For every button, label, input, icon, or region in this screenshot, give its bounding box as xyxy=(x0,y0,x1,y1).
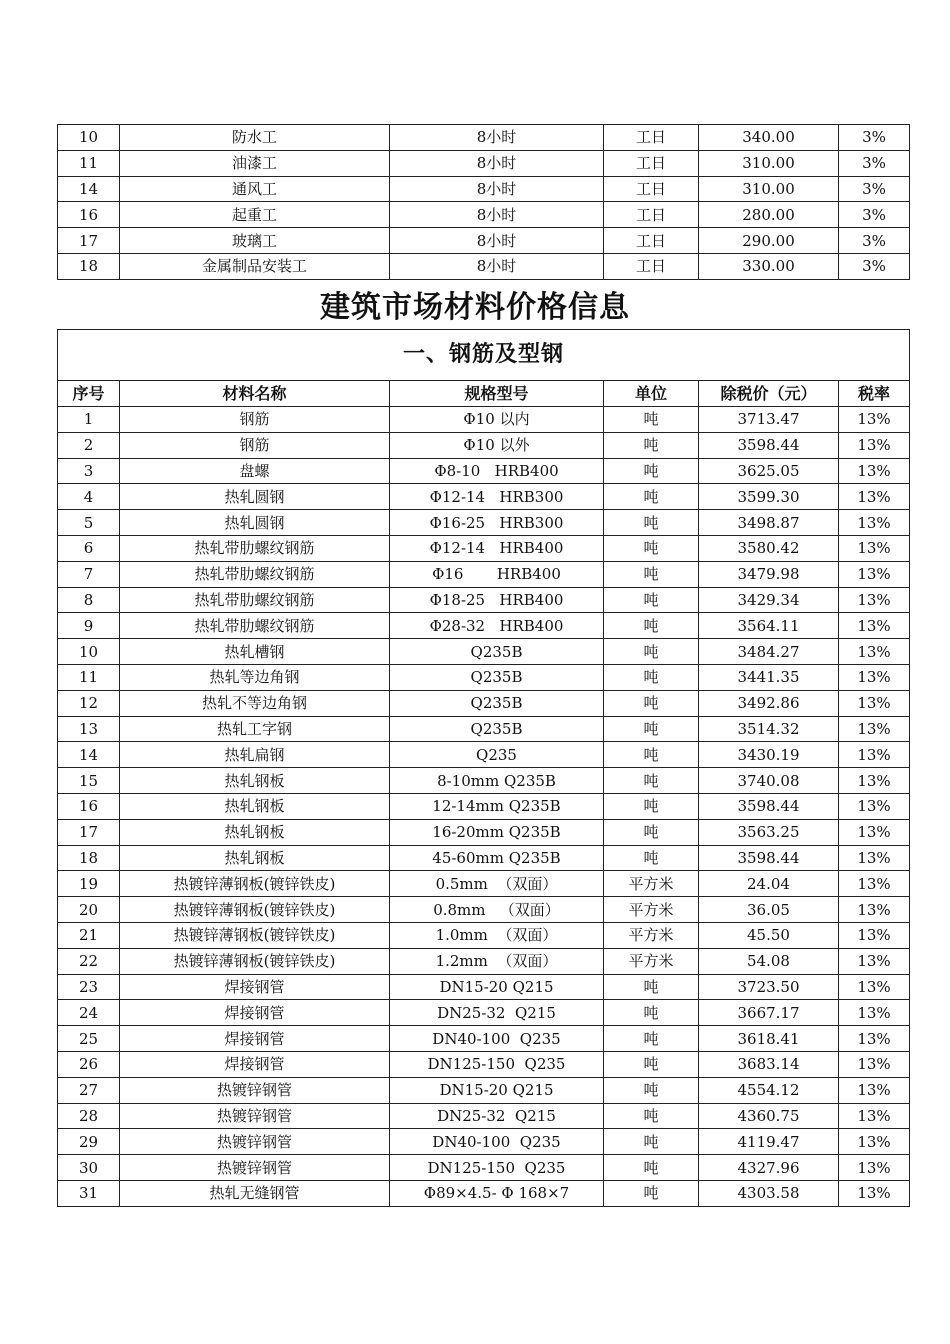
cell-tax-rate: 3% xyxy=(839,253,910,279)
cell-price: 3479.98 xyxy=(699,561,839,587)
cell-material-name: 通风工 xyxy=(120,176,390,202)
header-material-name: 材料名称 xyxy=(120,381,390,407)
cell-material-name: 热镀锌薄钢板(镀锌铁皮) xyxy=(120,922,390,948)
cell-unit: 吨 xyxy=(604,742,699,768)
cell-unit: 吨 xyxy=(604,407,699,433)
cell-price: 3484.27 xyxy=(699,639,839,665)
cell-spec: DN40-100 Q235 xyxy=(390,1026,604,1052)
cell-material-name: 热镀锌薄钢板(镀锌铁皮) xyxy=(120,948,390,974)
cell-spec: Φ16-25 HRB300 xyxy=(390,510,604,536)
cell-material-name: 热轧带肋螺纹钢筋 xyxy=(120,587,390,613)
cell-spec: Φ12-14 HRB400 xyxy=(390,535,604,561)
cell-no: 18 xyxy=(58,845,120,871)
cell-tax-rate: 13% xyxy=(839,561,910,587)
table-row xyxy=(58,150,910,176)
cell-tax-rate: 13% xyxy=(839,974,910,1000)
cell-unit: 吨 xyxy=(604,716,699,742)
cell-tax-rate: 13% xyxy=(839,1155,910,1181)
cell-material-name: 热轧不等边角钢 xyxy=(120,690,390,716)
cell-no: 4 xyxy=(58,484,120,510)
cell-material-name: 热镀锌钢管 xyxy=(120,1155,390,1181)
section-title-row xyxy=(58,330,910,381)
cell-material-name: 热轧扁钢 xyxy=(120,742,390,768)
table-row xyxy=(58,1155,910,1181)
cell-spec: DN25-32 Q215 xyxy=(390,1000,604,1026)
cell-spec: 16-20mm Q235B xyxy=(390,819,604,845)
cell-price: 3563.25 xyxy=(699,819,839,845)
cell-material-name: 热轧钢板 xyxy=(120,793,390,819)
cell-no: 11 xyxy=(58,150,120,176)
cell-material-name: 热轧钢板 xyxy=(120,845,390,871)
cell-tax-rate: 3% xyxy=(839,176,910,202)
cell-no: 10 xyxy=(58,125,120,151)
cell-spec: Φ10 以内 xyxy=(390,407,604,433)
cell-spec: Q235B xyxy=(390,664,604,690)
cell-spec: 0.8mm （双面） xyxy=(390,897,604,923)
cell-price: 280.00 xyxy=(699,202,839,228)
cell-material-name: 热镀锌钢管 xyxy=(120,1077,390,1103)
table-row xyxy=(58,716,910,742)
cell-unit: 吨 xyxy=(604,819,699,845)
cell-spec: 8小时 xyxy=(390,228,604,254)
cell-unit: 吨 xyxy=(604,535,699,561)
cell-tax-rate: 13% xyxy=(839,1129,910,1155)
cell-no: 16 xyxy=(58,793,120,819)
cell-material-name: 焊接钢管 xyxy=(120,1051,390,1077)
header-unit: 单位 xyxy=(604,381,699,407)
cell-tax-rate: 13% xyxy=(839,664,910,690)
cell-material-name: 起重工 xyxy=(120,202,390,228)
cell-spec: Φ18-25 HRB400 xyxy=(390,587,604,613)
table-row xyxy=(58,871,910,897)
cell-no: 14 xyxy=(58,742,120,768)
header-price: 除税价（元） xyxy=(699,381,839,407)
cell-tax-rate: 13% xyxy=(839,458,910,484)
cell-no: 26 xyxy=(58,1051,120,1077)
cell-unit: 吨 xyxy=(604,768,699,794)
cell-price: 3598.44 xyxy=(699,845,839,871)
cell-tax-rate: 13% xyxy=(839,407,910,433)
header-row xyxy=(58,381,910,407)
table-row xyxy=(58,845,910,871)
cell-spec: 8小时 xyxy=(390,202,604,228)
cell-spec: Q235B xyxy=(390,639,604,665)
cell-spec: DN25-32 Q215 xyxy=(390,1103,604,1129)
cell-price: 3441.35 xyxy=(699,664,839,690)
cell-spec: 12-14mm Q235B xyxy=(390,793,604,819)
cell-unit: 吨 xyxy=(604,1103,699,1129)
cell-no: 5 xyxy=(58,510,120,536)
cell-spec: DN15-20 Q215 xyxy=(390,1077,604,1103)
cell-spec: 0.5mm （双面） xyxy=(390,871,604,897)
cell-tax-rate: 13% xyxy=(839,1000,910,1026)
cell-no: 10 xyxy=(58,639,120,665)
cell-spec: Q235 xyxy=(390,742,604,768)
cell-price: 3713.47 xyxy=(699,407,839,433)
cell-tax-rate: 13% xyxy=(839,587,910,613)
cell-spec: Φ28-32 HRB400 xyxy=(390,613,604,639)
cell-material-name: 热轧无缝钢管 xyxy=(120,1180,390,1206)
cell-unit: 吨 xyxy=(604,1155,699,1181)
cell-tax-rate: 13% xyxy=(839,742,910,768)
cell-price: 3429.34 xyxy=(699,587,839,613)
cell-tax-rate: 13% xyxy=(839,1026,910,1052)
cell-unit: 吨 xyxy=(604,793,699,819)
cell-unit: 工日 xyxy=(604,125,699,151)
cell-no: 20 xyxy=(58,897,120,923)
cell-price: 3599.30 xyxy=(699,484,839,510)
cell-spec: Φ89×4.5- Φ 168×7 xyxy=(390,1180,604,1206)
cell-no: 11 xyxy=(58,664,120,690)
cell-no: 17 xyxy=(58,819,120,845)
cell-unit: 工日 xyxy=(604,202,699,228)
cell-material-name: 油漆工 xyxy=(120,150,390,176)
cell-unit: 工日 xyxy=(604,253,699,279)
cell-price: 3740.08 xyxy=(699,768,839,794)
cell-spec: Q235B xyxy=(390,716,604,742)
table-row xyxy=(58,176,910,202)
cell-tax-rate: 13% xyxy=(839,613,910,639)
cell-unit: 吨 xyxy=(604,974,699,1000)
cell-price: 36.05 xyxy=(699,897,839,923)
cell-price: 3580.42 xyxy=(699,535,839,561)
cell-material-name: 热轧工字钢 xyxy=(120,716,390,742)
header-no: 序号 xyxy=(58,381,120,407)
cell-material-name: 热镀锌钢管 xyxy=(120,1103,390,1129)
steel-table-body xyxy=(58,407,910,1207)
cell-tax-rate: 3% xyxy=(839,202,910,228)
cell-no: 28 xyxy=(58,1103,120,1129)
table-row xyxy=(58,587,910,613)
cell-price: 4327.96 xyxy=(699,1155,839,1181)
cell-material-name: 热轧圆钢 xyxy=(120,510,390,536)
steel-price-table xyxy=(57,329,910,1207)
cell-spec: DN15-20 Q215 xyxy=(390,974,604,1000)
cell-material-name: 钢筋 xyxy=(120,432,390,458)
section-title: 一、钢筋及型钢 xyxy=(58,330,910,381)
cell-price: 3625.05 xyxy=(699,458,839,484)
cell-tax-rate: 13% xyxy=(839,845,910,871)
cell-price: 3498.87 xyxy=(699,510,839,536)
cell-spec: 8小时 xyxy=(390,125,604,151)
cell-price: 3618.41 xyxy=(699,1026,839,1052)
cell-unit: 平方米 xyxy=(604,922,699,948)
cell-no: 25 xyxy=(58,1026,120,1052)
cell-price: 3667.17 xyxy=(699,1000,839,1026)
cell-material-name: 热镀锌薄钢板(镀锌铁皮) xyxy=(120,897,390,923)
cell-unit: 工日 xyxy=(604,150,699,176)
cell-unit: 吨 xyxy=(604,458,699,484)
table-row xyxy=(58,768,910,794)
cell-tax-rate: 13% xyxy=(839,897,910,923)
cell-no: 16 xyxy=(58,202,120,228)
table-row xyxy=(58,639,910,665)
cell-material-name: 热轧带肋螺纹钢筋 xyxy=(120,613,390,639)
cell-unit: 吨 xyxy=(604,561,699,587)
cell-unit: 吨 xyxy=(604,639,699,665)
labor-table-body xyxy=(58,125,910,280)
table-row xyxy=(58,484,910,510)
cell-price: 3683.14 xyxy=(699,1051,839,1077)
cell-tax-rate: 13% xyxy=(839,948,910,974)
cell-tax-rate: 13% xyxy=(839,819,910,845)
cell-tax-rate: 13% xyxy=(839,1103,910,1129)
table-row xyxy=(58,974,910,1000)
cell-tax-rate: 13% xyxy=(839,793,910,819)
cell-price: 4303.58 xyxy=(699,1180,839,1206)
cell-price: 3514.32 xyxy=(699,716,839,742)
cell-price: 45.50 xyxy=(699,922,839,948)
table-row xyxy=(58,535,910,561)
cell-no: 8 xyxy=(58,587,120,613)
table-row xyxy=(58,228,910,254)
cell-spec: DN125-150 Q235 xyxy=(390,1155,604,1181)
cell-unit: 吨 xyxy=(604,510,699,536)
labor-price-table xyxy=(57,124,910,280)
cell-spec: Φ8-10 HRB400 xyxy=(390,458,604,484)
cell-material-name: 热镀锌钢管 xyxy=(120,1129,390,1155)
cell-spec: Φ10 以外 xyxy=(390,432,604,458)
cell-price: 54.08 xyxy=(699,948,839,974)
cell-spec: 8小时 xyxy=(390,253,604,279)
table-row xyxy=(58,664,910,690)
cell-tax-rate: 13% xyxy=(839,768,910,794)
table-row xyxy=(58,1077,910,1103)
cell-tax-rate: 13% xyxy=(839,535,910,561)
cell-material-name: 热镀锌薄钢板(镀锌铁皮) xyxy=(120,871,390,897)
cell-unit: 吨 xyxy=(604,432,699,458)
cell-spec: Φ12-14 HRB300 xyxy=(390,484,604,510)
cell-unit: 平方米 xyxy=(604,948,699,974)
table-row xyxy=(58,510,910,536)
cell-material-name: 焊接钢管 xyxy=(120,1026,390,1052)
cell-material-name: 热轧圆钢 xyxy=(120,484,390,510)
table-row xyxy=(58,561,910,587)
cell-no: 12 xyxy=(58,690,120,716)
cell-material-name: 钢筋 xyxy=(120,407,390,433)
table-row xyxy=(58,922,910,948)
cell-price: 3598.44 xyxy=(699,432,839,458)
cell-tax-rate: 3% xyxy=(839,228,910,254)
cell-price: 330.00 xyxy=(699,253,839,279)
cell-unit: 吨 xyxy=(604,1077,699,1103)
cell-price: 3430.19 xyxy=(699,742,839,768)
cell-unit: 工日 xyxy=(604,176,699,202)
cell-no: 14 xyxy=(58,176,120,202)
cell-material-name: 盘螺 xyxy=(120,458,390,484)
table-row xyxy=(58,948,910,974)
cell-no: 21 xyxy=(58,922,120,948)
cell-price: 3598.44 xyxy=(699,793,839,819)
cell-no: 6 xyxy=(58,535,120,561)
cell-price: 3723.50 xyxy=(699,974,839,1000)
table-row xyxy=(58,458,910,484)
cell-unit: 吨 xyxy=(604,1051,699,1077)
table-row xyxy=(58,1000,910,1026)
cell-no: 18 xyxy=(58,253,120,279)
cell-material-name: 热轧等边角钢 xyxy=(120,664,390,690)
cell-tax-rate: 13% xyxy=(839,432,910,458)
cell-no: 27 xyxy=(58,1077,120,1103)
cell-unit: 吨 xyxy=(604,690,699,716)
cell-no: 19 xyxy=(58,871,120,897)
cell-unit: 吨 xyxy=(604,1026,699,1052)
cell-material-name: 防水工 xyxy=(120,125,390,151)
table-row xyxy=(58,613,910,639)
cell-no: 30 xyxy=(58,1155,120,1181)
cell-unit: 平方米 xyxy=(604,897,699,923)
cell-no: 13 xyxy=(58,716,120,742)
cell-material-name: 热轧带肋螺纹钢筋 xyxy=(120,561,390,587)
cell-spec: 8小时 xyxy=(390,176,604,202)
cell-spec: 1.2mm （双面） xyxy=(390,948,604,974)
cell-no: 1 xyxy=(58,407,120,433)
cell-tax-rate: 13% xyxy=(839,510,910,536)
table-row xyxy=(58,202,910,228)
cell-tax-rate: 13% xyxy=(839,716,910,742)
cell-spec: Q235B xyxy=(390,690,604,716)
cell-unit: 工日 xyxy=(604,228,699,254)
cell-spec: Φ16 HRB400 xyxy=(390,561,604,587)
cell-tax-rate: 13% xyxy=(839,871,910,897)
cell-material-name: 玻璃工 xyxy=(120,228,390,254)
cell-unit: 吨 xyxy=(604,587,699,613)
cell-no: 2 xyxy=(58,432,120,458)
cell-material-name: 焊接钢管 xyxy=(120,1000,390,1026)
cell-tax-rate: 3% xyxy=(839,125,910,151)
table-row xyxy=(58,125,910,151)
table-row xyxy=(58,253,910,279)
table-row xyxy=(58,819,910,845)
cell-price: 310.00 xyxy=(699,150,839,176)
cell-tax-rate: 13% xyxy=(839,1051,910,1077)
cell-no: 23 xyxy=(58,974,120,1000)
cell-unit: 吨 xyxy=(604,613,699,639)
cell-price: 4119.47 xyxy=(699,1129,839,1155)
cell-spec: 8-10mm Q235B xyxy=(390,768,604,794)
cell-price: 340.00 xyxy=(699,125,839,151)
cell-price: 4554.12 xyxy=(699,1077,839,1103)
cell-material-name: 金属制品安装工 xyxy=(120,253,390,279)
cell-spec: 1.0mm （双面） xyxy=(390,922,604,948)
cell-spec: DN125-150 Q235 xyxy=(390,1051,604,1077)
table-row xyxy=(58,407,910,433)
table-row xyxy=(58,1051,910,1077)
cell-spec: DN40-100 Q235 xyxy=(390,1129,604,1155)
cell-price: 290.00 xyxy=(699,228,839,254)
cell-spec: 45-60mm Q235B xyxy=(390,845,604,871)
table-row xyxy=(58,432,910,458)
header-tax-rate: 税率 xyxy=(839,381,910,407)
cell-material-name: 焊接钢管 xyxy=(120,974,390,1000)
cell-material-name: 热轧钢板 xyxy=(120,768,390,794)
cell-unit: 吨 xyxy=(604,1000,699,1026)
cell-no: 22 xyxy=(58,948,120,974)
cell-no: 15 xyxy=(58,768,120,794)
cell-material-name: 热轧带肋螺纹钢筋 xyxy=(120,535,390,561)
page-title: 建筑市场材料价格信息 xyxy=(320,290,630,325)
header-spec: 规格型号 xyxy=(390,381,604,407)
cell-no: 29 xyxy=(58,1129,120,1155)
cell-no: 24 xyxy=(58,1000,120,1026)
cell-material-name: 热轧槽钢 xyxy=(120,639,390,665)
table-row xyxy=(58,897,910,923)
cell-price: 310.00 xyxy=(699,176,839,202)
cell-no: 3 xyxy=(58,458,120,484)
cell-tax-rate: 13% xyxy=(839,922,910,948)
cell-tax-rate: 13% xyxy=(839,639,910,665)
cell-unit: 吨 xyxy=(604,845,699,871)
cell-price: 24.04 xyxy=(699,871,839,897)
cell-price: 3492.86 xyxy=(699,690,839,716)
cell-unit: 吨 xyxy=(604,1180,699,1206)
table-row xyxy=(58,1180,910,1206)
cell-spec: 8小时 xyxy=(390,150,604,176)
cell-unit: 吨 xyxy=(604,1129,699,1155)
cell-unit: 平方米 xyxy=(604,871,699,897)
cell-no: 7 xyxy=(58,561,120,587)
cell-price: 4360.75 xyxy=(699,1103,839,1129)
table-row xyxy=(58,1129,910,1155)
cell-unit: 吨 xyxy=(604,664,699,690)
cell-tax-rate: 13% xyxy=(839,484,910,510)
cell-no: 17 xyxy=(58,228,120,254)
table-row xyxy=(58,1103,910,1129)
cell-material-name: 热轧钢板 xyxy=(120,819,390,845)
cell-no: 31 xyxy=(58,1180,120,1206)
cell-tax-rate: 13% xyxy=(839,690,910,716)
cell-price: 3564.11 xyxy=(699,613,839,639)
cell-tax-rate: 3% xyxy=(839,150,910,176)
cell-unit: 吨 xyxy=(604,484,699,510)
table-row xyxy=(58,1026,910,1052)
cell-no: 9 xyxy=(58,613,120,639)
table-row xyxy=(58,690,910,716)
table-row xyxy=(58,742,910,768)
table-row xyxy=(58,793,910,819)
cell-tax-rate: 13% xyxy=(839,1077,910,1103)
cell-tax-rate: 13% xyxy=(839,1180,910,1206)
